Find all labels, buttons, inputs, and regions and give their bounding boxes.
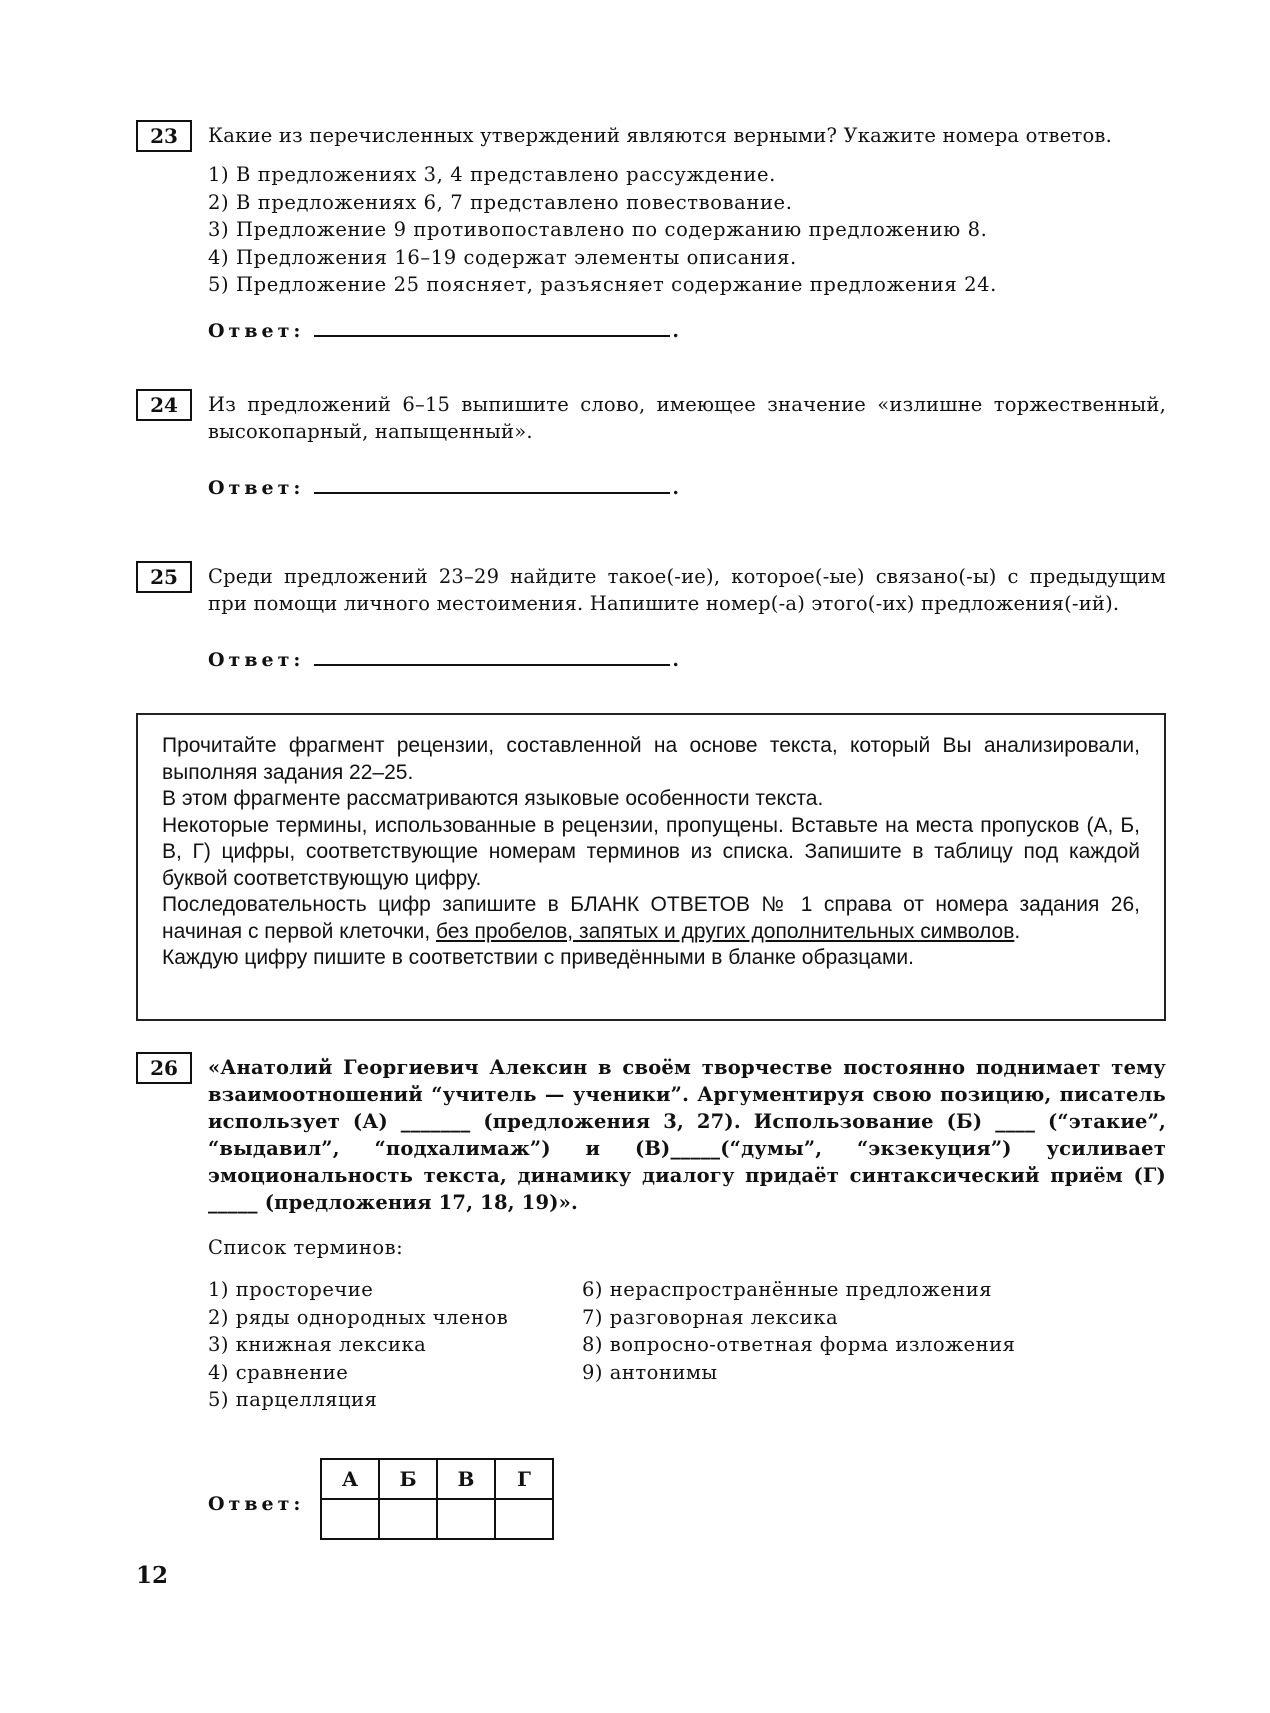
term-4: 4) сравнение — [208, 1360, 349, 1384]
instruction-p4: Последовательность цифр запишите в БЛАНК ОТВЕТОВ № 1 справа от номера задания 26, начиная с первой клеточки, без пробелов, запятых и других дополнительных символов. — [162, 893, 1140, 943]
header-cell-v: В — [437, 1459, 495, 1499]
term-1: 1) просторечие — [208, 1278, 374, 1301]
answer-cell-a[interactable] — [321, 1499, 379, 1539]
header-cell-a: А — [321, 1459, 379, 1499]
terms-list-right — [582, 1276, 1015, 1386]
answer-cell-v[interactable] — [437, 1499, 495, 1539]
term-7: 7) разговорная лексика — [582, 1305, 839, 1329]
instruction-box — [136, 713, 1166, 1021]
gap-a: _______ — [400, 1110, 471, 1133]
task-25-question: Среди предложений 23–29 найдите такое(-ие), которое(-ые) связано(-ы) с предыдущим при помощи личного местоимения. Напишите номер(-а) этого(-их) предложения(-ий). — [208, 565, 1166, 615]
answer-label: Ответ: — [208, 320, 305, 342]
term-5: 5) парцелляция — [208, 1388, 378, 1411]
answer-23: Ответ: . — [208, 315, 679, 342]
instruction-emphasis: без пробелов, запятых и других дополнительных символов — [435, 919, 1015, 943]
terms-list-left — [208, 1276, 508, 1414]
task-26-review-text: «Анатолий Георгиевич Алексин в своём творчестве постоянно поднимает тему взаимоотношений “учитель — ученики”. Аргументируя свою позицию, писатель использует (А) _______ (предложения 3, 27). Использование (Б) ____ (“этакие”, “выдавил”, “подхалимаж”) и (В)_____(“думы”, “экзекуция”) усиливает эмоциональность текста, динамику диалогу придаёт синтаксический приём (Г) _____ (предложения 17, 18, 19)». — [208, 1056, 1166, 1214]
term-6: 6) нераспространённые предложения — [582, 1278, 993, 1301]
header-cell-b: Б — [379, 1459, 437, 1499]
answer-label: Ответ: — [208, 649, 305, 671]
instruction-p5: Каждую цифру пишите в соответствии с приведёнными в бланке образцами. — [162, 946, 914, 969]
task-number-26: 26 — [136, 1052, 192, 1084]
terms-title: Список терминов: — [208, 1236, 404, 1259]
answer-24: Ответ: . — [208, 472, 679, 499]
answer-line-24[interactable] — [314, 472, 670, 494]
option-1: 1) В предложениях 3, 4 представлено рассуждение. — [208, 163, 776, 186]
gap-d: _____ — [208, 1191, 258, 1214]
answer-table — [320, 1458, 554, 1540]
term-8: 8) вопросно-ответная форма изложения — [582, 1333, 1016, 1356]
option-4: 4) Предложения 16–19 содержат элементы описания. — [208, 245, 797, 269]
task-number-23: 23 — [136, 120, 192, 152]
answer-line-25[interactable] — [314, 644, 670, 666]
page-number: 12 — [136, 1562, 169, 1589]
answer-25: Ответ: . — [208, 644, 679, 671]
task-24-question: Из предложений 6–15 выпишите слово, имеющее значение «излишне торжественный, высокопарный, напыщенный». — [208, 393, 1166, 443]
gap-b: ____ — [995, 1110, 1036, 1133]
answer-table-input-row — [321, 1499, 553, 1539]
answer-line-23[interactable] — [314, 315, 670, 337]
term-2: 2) ряды однородных членов — [208, 1305, 509, 1329]
option-3: 3) Предложение 9 противопоставлено по содержанию предложению 8. — [208, 218, 988, 241]
instruction-p2: В этом фрагменте рассматриваются языковые особенности текста. — [162, 787, 824, 810]
term-9: 9) антонимы — [582, 1360, 718, 1384]
answer-table-header-row — [321, 1459, 553, 1499]
option-2: 2) В предложениях 6, 7 представлено повествование. — [208, 190, 793, 214]
answer-26-label: Ответ: — [208, 1493, 305, 1515]
task-number-24: 24 — [136, 389, 192, 421]
task-23-question: Какие из перечисленных утверждений являются верными? Укажите номера ответов. — [208, 124, 1112, 147]
answer-cell-g[interactable] — [495, 1499, 553, 1539]
instruction-p3: Некоторые термины, использованные в рецензии, пропущены. Вставьте на места пропусков (А, Б, В, Г) цифры, соответствующие номерам терминов из списка. Запишите в таблицу под каждой буквой соответствующую цифру. — [162, 813, 1140, 890]
gap-c: _____ — [670, 1137, 721, 1160]
answer-label: Ответ: — [208, 477, 305, 499]
task-number-25: 25 — [136, 561, 192, 593]
instruction-p1: Прочитайте фрагмент рецензии, составленной на основе текста, который Вы анализировали, выполняя задания 22–25. — [162, 734, 1140, 784]
answer-cell-b[interactable] — [379, 1499, 437, 1539]
term-3: 3) книжная лексика — [208, 1333, 427, 1356]
header-cell-g: Г — [495, 1459, 553, 1499]
task-23-options — [208, 161, 1166, 299]
option-5: 5) Предложение 25 поясняет, разъясняет содержание предложения 24. — [208, 273, 997, 296]
